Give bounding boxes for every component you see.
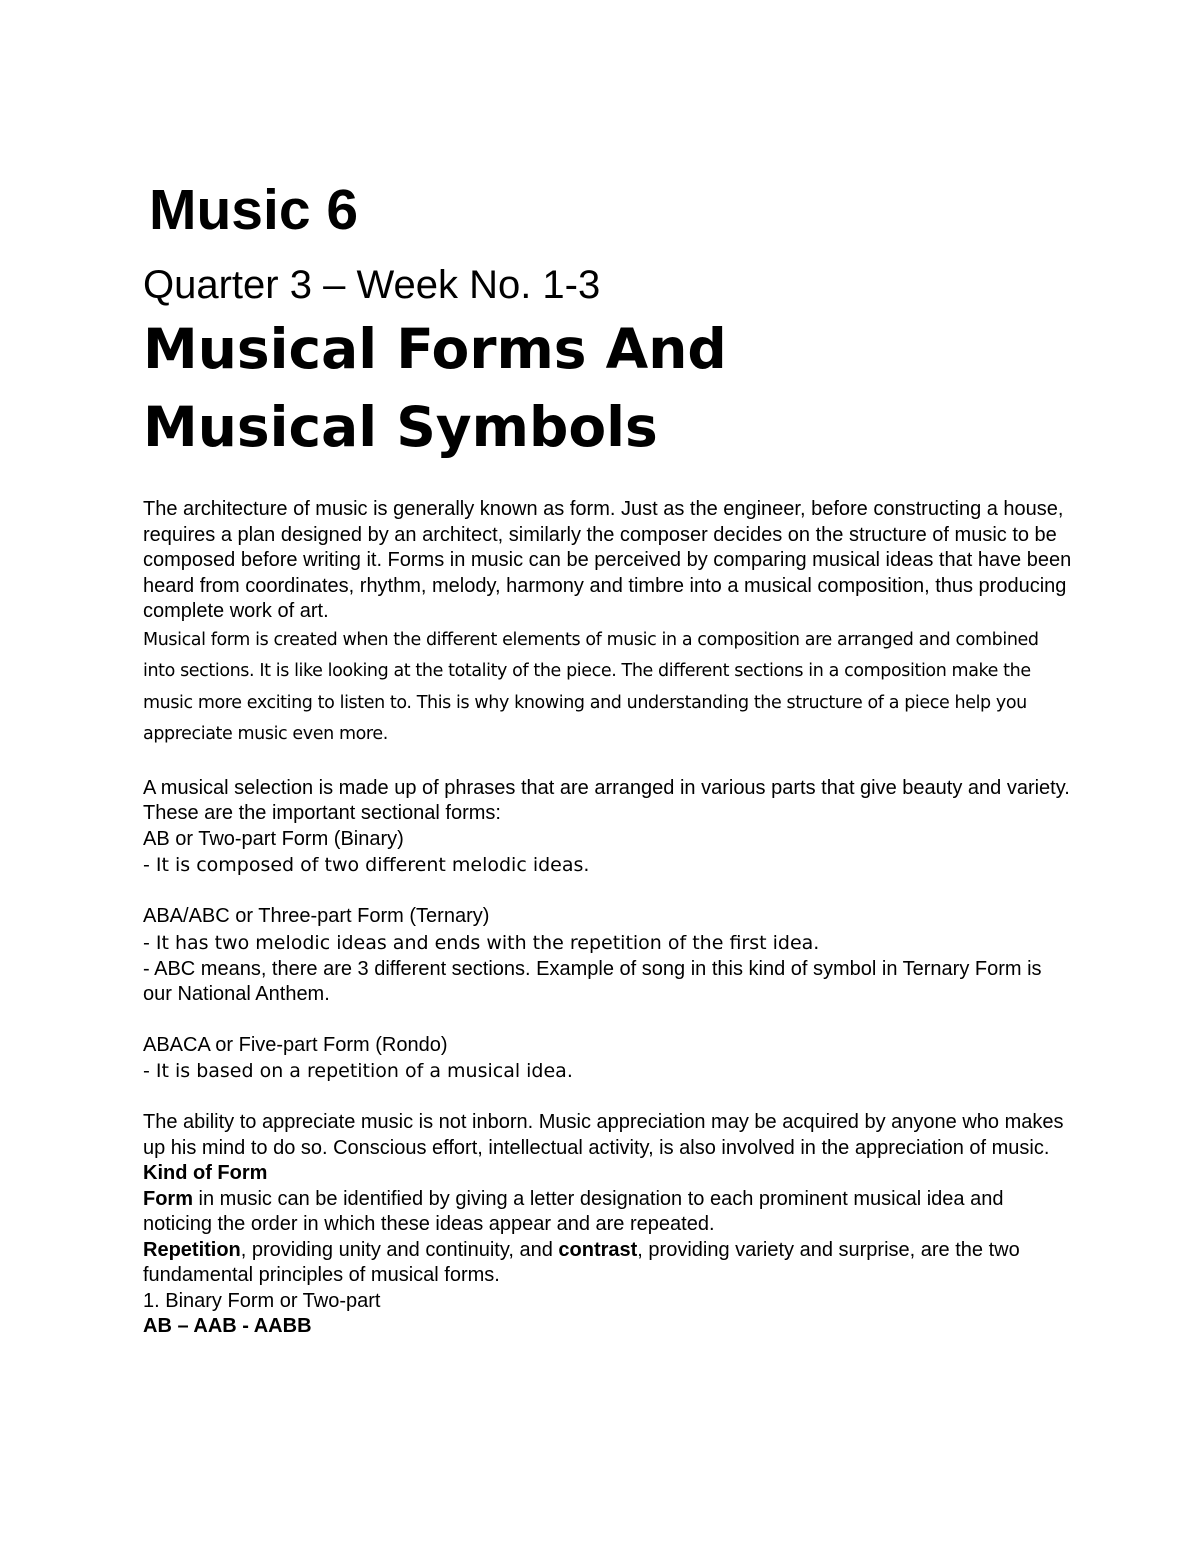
document-page (143, 0, 1073, 1553)
document-subtitle: Quarter 3 – Week No. 1-3 (143, 263, 601, 307)
spacer (143, 879, 1073, 904)
repetition-term: Repetition (143, 1238, 241, 1261)
rondo-form-description: - It is based on a repetition of a musical idea. (143, 1060, 573, 1082)
form-definition (143, 1187, 1073, 1238)
spacer (143, 751, 1073, 776)
principles-paragraph (143, 1238, 1073, 1289)
form-term: Form (143, 1187, 193, 1210)
lesson-heading (143, 310, 727, 466)
appreciation-paragraph: The ability to appreciate music is not inborn. Music appreciation may be acquired by anyone who makes up his mind to do so. Conscious effort, intellectual activity, is also involved in the appreciation of music. (143, 1111, 1064, 1159)
ternary-abc-note: - ABC means, there are 3 different sections. Example of song in this kind of symbol in Ternary Form is our National Anthem. (143, 957, 1042, 1005)
spacer (143, 1085, 1073, 1110)
ternary-form-description: - It has two melodic ideas and ends with the repetition of the first idea. (143, 931, 820, 954)
document-body (143, 497, 1073, 1340)
rondo-form-label: ABACA or Five-part Form (Rondo) (143, 1033, 448, 1056)
kind-of-form-heading (143, 1161, 1073, 1187)
intro-paragraph: The architecture of music is generally known as form. Just as the engineer, before constructing a house, requires a plan designed by an architect, similarly the composer decides on the structure of music to be composed before writing it. Forms in music can be perceived by comparing musical ideas that have been heard from coordinates, rhythm, melody, harmony and timbre into a musical composition, thus producing complete work of art. (143, 498, 1072, 622)
binary-form-description: - It is composed of two different melodic ideas. (143, 854, 590, 876)
binary-form-label: AB or Two-part Form (Binary) (143, 827, 404, 850)
contrast-term: contrast (558, 1238, 638, 1261)
lesson-heading-line-2: Musical Symbols (143, 395, 658, 459)
spacer (143, 1008, 1073, 1033)
principles-mid-text: , providing unity and continuity, and (240, 1238, 559, 1261)
binary-pattern-text: AB – AAB - AABB (143, 1315, 312, 1337)
kind-of-form-text: Kind of Form (143, 1162, 268, 1184)
lesson-heading-line-1: Musical Forms And (143, 317, 727, 381)
ternary-form-label: ABA/ABC or Three-part Form (Ternary) (143, 905, 490, 927)
document-title: Music 6 (149, 178, 359, 242)
binary-form-item: 1. Binary Form or Two-part (143, 1289, 381, 1312)
principles-rest-text: , providing variety and surprise, are the two fundamental principles of musical forms. (143, 1238, 1020, 1286)
selection-paragraph: A musical selection is made up of phrases that are arranged in various parts that give beauty and variety. These are the important sectional forms: (143, 776, 1070, 824)
form-definition-text: in music can be identified by giving a letter designation to each prominent musical idea and noticing the order in which these ideas appear and are repeated. (143, 1187, 1004, 1235)
musical-form-paragraph: Musical form is created when the different elements of music in a composition are arranged and combined into sections. It is like looking at the totality of the piece. The different sections in a composition make the music more exciting to listen to. This is why knowing and understanding the structure of a piece help you appreciate music even more. (143, 629, 1039, 744)
binary-form-pattern (143, 1314, 1073, 1340)
